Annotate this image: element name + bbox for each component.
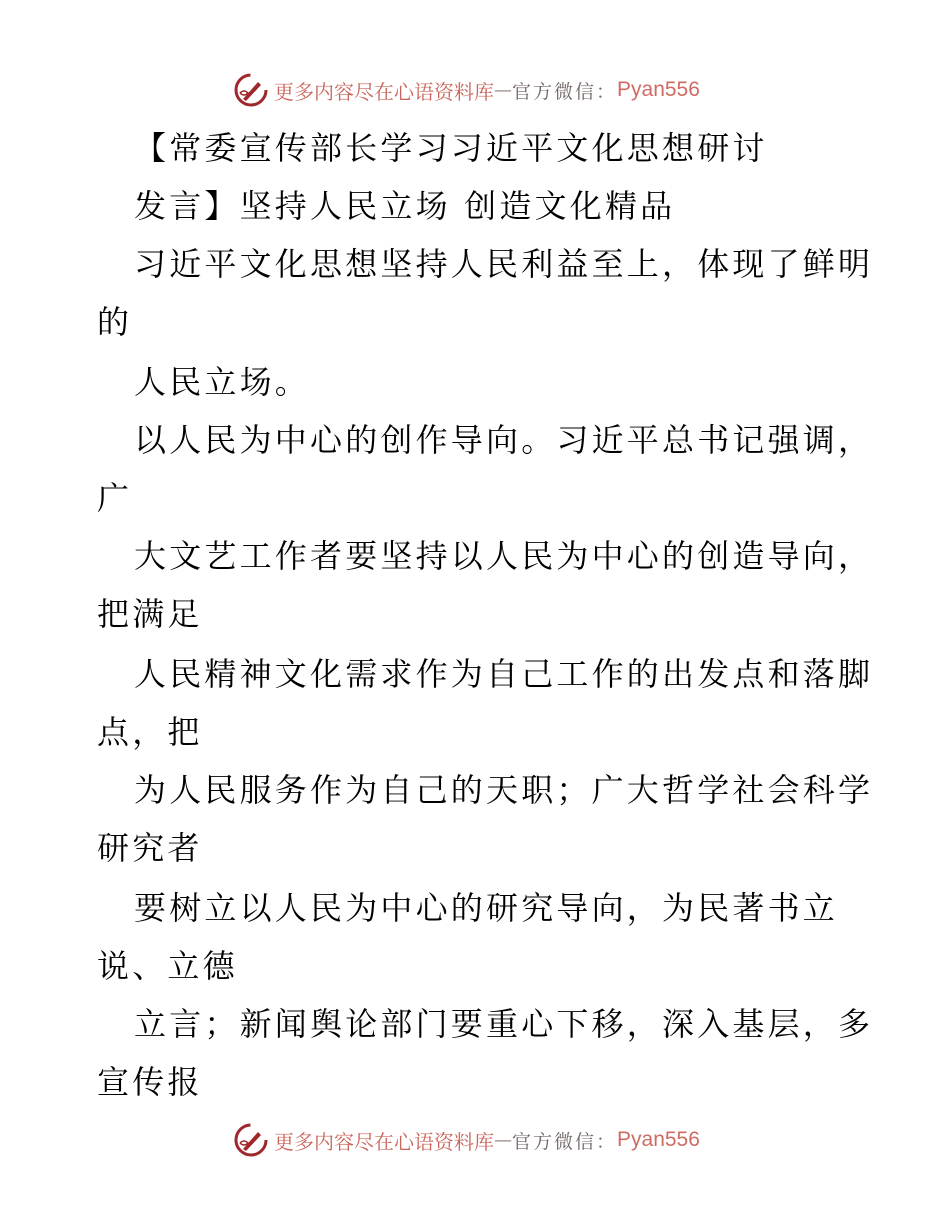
body-line: 点，把: [97, 713, 203, 751]
watermark-contact-handle: Pyan556: [617, 78, 700, 101]
body-line: 习近平文化思想坚持人民利益至上，体现了鲜明: [134, 245, 874, 283]
body-line: 的: [97, 303, 133, 341]
footer-watermark: [234, 1122, 700, 1158]
watermark-contact-label: 官方微信：: [512, 1130, 618, 1153]
watermark-contact-handle: Pyan556: [617, 1128, 700, 1151]
body-line: 以人民为中心的创作导向。习近平总书记强调，: [134, 421, 874, 459]
watermark-contact-label: 官方微信：: [512, 80, 618, 103]
watermark-site-text: 更多内容尽在心语资料库: [274, 1129, 494, 1154]
quill-pen-logo-icon: [234, 73, 268, 107]
body-line: 要树立以人民为中心的研究导向，为民著书立: [134, 889, 839, 927]
body-line: 说、立德: [97, 947, 238, 985]
body-line: 研究者: [97, 829, 203, 867]
body-line: 把满足: [97, 595, 203, 633]
body-line: 为人民服务作为自己的天职；广大哲学社会科学: [134, 771, 874, 809]
watermark-separator: —: [494, 1129, 512, 1151]
header-watermark: [234, 72, 700, 108]
body-line: 广: [97, 479, 133, 517]
body-line: 人民精神文化需求作为自己工作的出发点和落脚: [134, 655, 874, 693]
body-line: 大文艺工作者要坚持以人民为中心的创造导向，: [134, 537, 874, 575]
quill-pen-logo-icon: [234, 1123, 268, 1157]
watermark-separator: —: [494, 79, 512, 101]
document-title-line-2: 发言】坚持人民立场 创造文化精品: [134, 187, 676, 225]
body-line: 人民立场。: [134, 363, 311, 401]
body-line: 宣传报: [97, 1063, 203, 1101]
watermark-site-text: 更多内容尽在心语资料库: [274, 79, 494, 104]
document-title-line-1: 【常委宣传部长学习习近平文化思想研讨: [134, 129, 768, 167]
body-line: 立言；新闻舆论部门要重心下移，深入基层，多: [134, 1005, 874, 1043]
